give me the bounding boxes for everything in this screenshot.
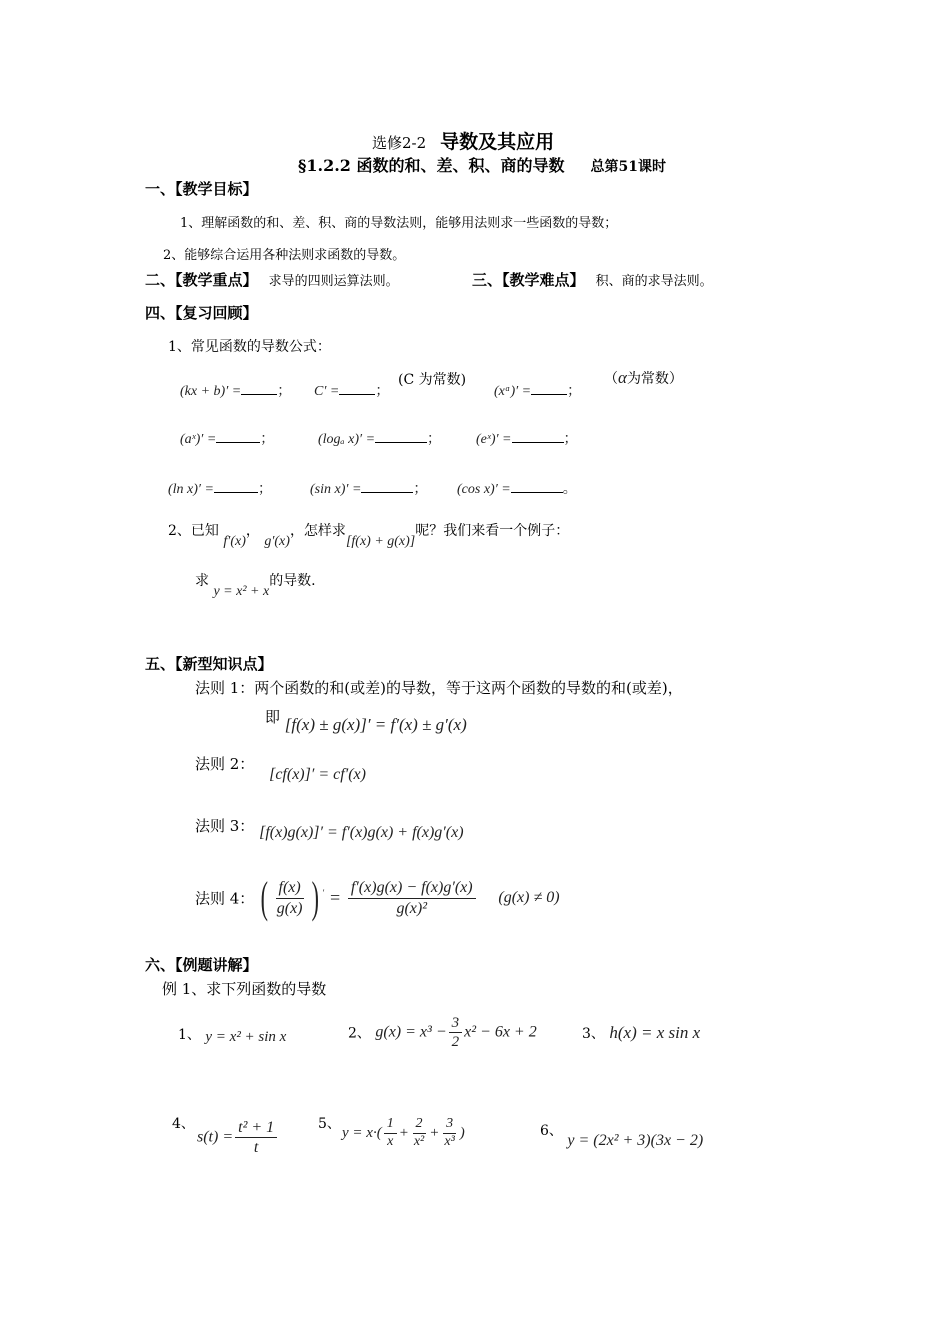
answer-blank[interactable] <box>241 380 277 395</box>
problem-6-formula: y = (2x² + 3)(3x − 2) <box>567 1132 704 1149</box>
problem-6 <box>540 1120 704 1149</box>
problem-5-frac-2 <box>411 1116 427 1151</box>
problem-2-fraction <box>449 1014 463 1051</box>
formula-c-text: C′ = <box>314 384 340 399</box>
formula-kx-text: (kx + b)′ = <box>180 384 242 399</box>
section-title: §1.2.2 函数的和、差、积、商的导数 <box>298 156 565 175</box>
rule4-equals: = <box>328 887 342 908</box>
example1-title: 例 1、求下列函数的导数 <box>162 980 327 998</box>
answer-blank[interactable] <box>375 428 427 443</box>
sec1-item1: 1、理解函数的和、差、积、商的导数法则，能够用法则求一些函数的导数； <box>180 216 618 231</box>
sec2-line <box>145 269 399 290</box>
problem-1-formula: y = x² + sin x <box>205 1029 287 1045</box>
formula-power <box>494 380 581 400</box>
rule4-rhs-den: g(x)² <box>396 899 427 917</box>
item2-sum: [f(x) + g(x)] <box>345 534 416 549</box>
formula-ln-text: (ln x)′ = <box>168 482 214 497</box>
rule1-pre: 即 <box>265 708 281 726</box>
rule4-lhs-num: f(x) <box>276 878 304 898</box>
problem-4-frac-num: t² + 1 <box>235 1118 277 1138</box>
rule4-right-paren: ) <box>311 873 319 922</box>
rule3-line <box>195 815 464 841</box>
item2-g-prime: g′(x) <box>264 534 290 549</box>
problem-2-number: 2、 <box>348 1025 371 1042</box>
formula-power-text: (xᵅ)′ = <box>494 384 532 399</box>
formula-constant <box>314 380 389 400</box>
note-constant: (C 为常数) <box>398 372 467 388</box>
rule4-condition: (g(x) ≠ 0) <box>498 889 560 906</box>
formula-ax-text: (aˣ)′ = <box>180 432 217 447</box>
problem-2-frac-den: 2 <box>451 1034 460 1050</box>
problem-2-frac-num: 3 <box>449 1014 463 1033</box>
rule2-line <box>195 753 366 783</box>
problem-5-right: ) <box>459 1124 465 1141</box>
course-label: 选修2-2 <box>372 134 427 152</box>
problem-1 <box>178 1024 286 1044</box>
alpha-symbol: α <box>618 368 627 387</box>
item2-pre: 2、已知 <box>168 523 219 539</box>
problem-3 <box>582 1023 700 1043</box>
answer-blank[interactable] <box>361 478 413 493</box>
sec3-text: 积、商的求导法则。 <box>595 274 713 289</box>
example-function: y = x² + x <box>213 584 270 599</box>
problem-1-number: 1、 <box>178 1027 201 1043</box>
problem-4 <box>197 1118 279 1157</box>
formula-ex-text: (eˣ)′ = <box>476 432 512 447</box>
rule3-label: 法则 3： <box>195 817 255 835</box>
answer-blank[interactable] <box>511 478 563 493</box>
note-alpha <box>604 368 683 388</box>
problem-5-number: 5、 <box>318 1116 341 1132</box>
formula-kx-plus-b <box>180 380 291 400</box>
sec4-example <box>195 570 316 599</box>
answer-blank[interactable] <box>339 380 375 395</box>
rule3-formula: [f(x)g(x)]′ = f′(x)g(x) + f(x)g′(x) <box>259 824 464 841</box>
semicolon: ； <box>413 482 428 497</box>
answer-blank[interactable] <box>214 478 258 493</box>
semicolon: ； <box>427 432 442 447</box>
end-mark: 。 <box>562 482 577 497</box>
problem-4-fraction <box>235 1118 277 1157</box>
semicolon: ； <box>563 432 578 447</box>
semicolon: ； <box>257 482 272 497</box>
rule4-left-paren: ( <box>260 873 269 922</box>
sec1-heading: 一、【教学目标】 <box>145 180 258 198</box>
header-course <box>372 127 554 154</box>
item2-mid: ，怎样求 <box>289 523 346 539</box>
problem-4-frac-den: t <box>253 1139 259 1157</box>
answer-blank[interactable] <box>531 380 567 395</box>
formula-cos-text: (cos x)′ = <box>457 482 511 497</box>
sec2-text: 求导的四则运算法则。 <box>268 274 399 289</box>
problem-5-left: y = x·( <box>342 1124 382 1141</box>
problem-5-n2: 2 <box>413 1116 426 1134</box>
sec2-heading: 二、【教学重点】 <box>145 271 258 289</box>
rule1-formula: [f(x) ± g(x)]′ = f′(x) ± g′(x) <box>284 715 467 734</box>
note-alpha-open: （ <box>604 371 618 387</box>
problem-5 <box>342 1116 465 1151</box>
problem-4-left: s(t) = <box>197 1128 234 1146</box>
problem-5-d2: x² <box>413 1133 425 1149</box>
plus-sign: + <box>429 1124 440 1141</box>
sec6-heading: 六、【例题讲解】 <box>145 956 258 974</box>
formula-exp-a <box>180 428 274 448</box>
problem-5-frac-3 <box>441 1116 457 1151</box>
comma: ， <box>245 523 260 539</box>
rule1-line <box>265 706 467 734</box>
rule4-line: 法则 4： ( $\frac{f(x)}{g(x)}$ ) ′ = $\frac{f'(x)g(x) - f(x)g'(x)}{\text{g(x)²}}$ (g(x) ≠ 0) <box>195 873 560 922</box>
semicolon: ； <box>567 384 582 399</box>
problem-2-right: x² − 6x + 2 <box>464 1023 537 1041</box>
rule2-label: 法则 2： <box>195 755 255 773</box>
formula-sin-text: (sin x)′ = <box>310 482 362 497</box>
answer-blank[interactable] <box>216 428 260 443</box>
problem-5-d1: x <box>387 1133 394 1149</box>
sec4-item2 <box>168 520 570 549</box>
formula-sin <box>310 478 427 498</box>
header-section <box>298 153 666 176</box>
problem-5-frac-1 <box>384 1116 397 1151</box>
rule4-label: 法则 4： <box>195 889 255 908</box>
rule4-rhs-num: f′(x)g(x) − f(x)g′(x) <box>348 878 476 898</box>
item2-f-prime: f′(x) <box>223 534 246 549</box>
rule4-lhs-den: g(x) <box>276 899 303 917</box>
sec1-item2: 2、能够综合运用各种法则求函数的导数。 <box>163 248 406 263</box>
rule4-lhs-fraction <box>274 878 306 917</box>
rule1-text: 法则 1：两个函数的和(或差)的导数，等于这两个函数的导数的和(或差)， <box>195 679 683 697</box>
formula-ln <box>168 478 272 498</box>
answer-blank[interactable] <box>512 428 564 443</box>
problem-5-n1: 1 <box>384 1116 397 1134</box>
rule4-rhs-fraction <box>348 878 476 917</box>
semicolon: ； <box>375 384 390 399</box>
example-post: 的导数. <box>269 573 316 589</box>
sec3-line <box>472 269 713 290</box>
semicolon: ； <box>277 384 292 399</box>
problem-6-number: 6、 <box>540 1123 563 1139</box>
lesson-number: 总第51课时 <box>590 159 666 175</box>
plus-sign: + <box>398 1124 409 1141</box>
problem-3-formula: h(x) = x sin x <box>609 1023 701 1042</box>
note-alpha-text: 为常数） <box>626 371 683 387</box>
sec4-heading: 四、【复习回顾】 <box>145 304 258 322</box>
problem-2-left: g(x) = x³ − <box>375 1023 447 1041</box>
formula-log-text: (logₐ x)′ = <box>318 432 376 447</box>
item2-post: 呢？我们来看一个例子： <box>415 523 570 539</box>
problem-5-d3: x³ <box>444 1133 455 1149</box>
sec4-item1: 1、常见函数的导数公式： <box>168 339 331 355</box>
problem-4-number: 4、 <box>172 1116 195 1132</box>
formula-exp-e <box>476 428 578 448</box>
formula-cos <box>457 478 577 498</box>
formula-log <box>318 428 441 448</box>
problem-2 <box>348 1014 537 1051</box>
problem-5-n3: 3 <box>443 1116 456 1134</box>
semicolon: ； <box>260 432 275 447</box>
problem-3-number: 3、 <box>582 1026 605 1042</box>
sec5-heading: 五、【新型知识点】 <box>145 655 273 673</box>
example-pre: 求 <box>195 573 209 589</box>
sec3-heading: 三、【教学难点】 <box>472 271 585 289</box>
rule2-formula: [cf(x)]′ = cf′(x) <box>269 766 366 783</box>
chapter-title: 导数及其应用 <box>440 131 555 153</box>
